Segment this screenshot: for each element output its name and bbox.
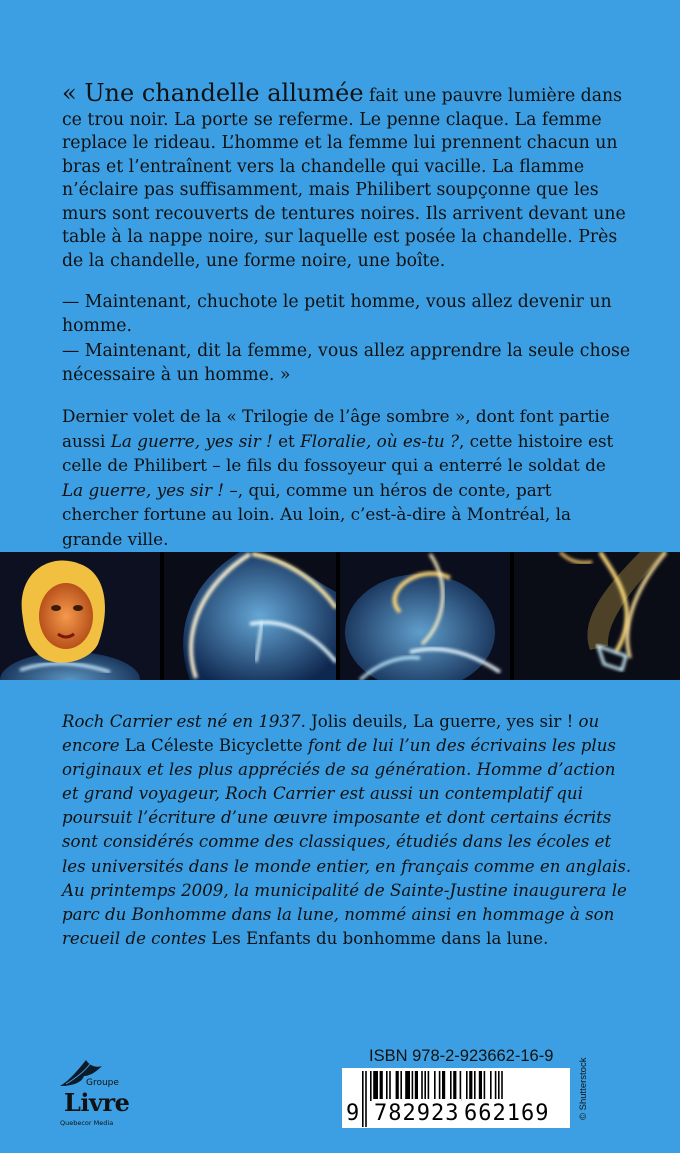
barcode-bar [490,1071,492,1101]
excerpt-dialogue-2: — Maintenant, dit la femme, vous allez apprendre la seule chose nécessaire à un homme. » [62,341,631,385]
neon-photo-band [0,552,680,680]
barcode-bar [474,1071,476,1101]
excerpt-lead: « Une chandelle allumée [62,79,364,107]
bio-text: . [543,928,549,948]
summary-text: –, qui, comme un héros de conte, part chercher fortune au loin. Au loin, c’est-à-dire à Montréal, la grande ville. [62,479,571,549]
bio-text: Roch Carrier est né en 1937. [62,712,306,731]
barcode-bar [370,1071,372,1101]
barcode-bar [386,1071,388,1101]
barcode-bar [495,1071,497,1101]
bio-text: ou encore [62,712,600,756]
excerpt-text: fait une pauvre lumière dans ce trou noir. La porte se referme. Le penne claque. La femme replace le rideau. L’homme et la femme lui prennent chacun un bras et l’entraînent vers la chandelle qui vacille. La flamme n’éclaire pas suffisamment, mais Philibert soupçonne que les murs sont recouverts de tentures noires. Ils arrivent devant une table à la nappe noire, sur laquelle est posée la chandelle. Près de la chandelle, une forme noire, une boîte. [62,86,626,271]
summary-text: , cette histoire est celle de Philibert – le fils du fossoyeur qui a enterré le soldat de [62,430,614,476]
summary-text: Dernier volet de la « Trilogie de l’âge sombre », dont font partie aussi [62,406,610,451]
barcode-digits-right: 662169 [464,1101,550,1126]
barcode-bar [460,1071,462,1101]
bio-text: font de lui l’un des écrivains les plus originaux et les plus appréciés de sa génération. Homme d’action et grand voyageur, Roch Carrier est aussi un contemplatif qui poursuit l’écriture d’une œuvre imposante et dont certains écrits sont considérés comme des classiques, étudiés dans les écoles et les universités dans le monde entier, en français comme en anglais. Au printemps 2009, la municipalité de Sainte-Justine inaugurera le parc du Bonhomme dans la lune, nommé ainsi en hommage à son recueil de contes [62,736,632,948]
neon-illustration [0,552,680,680]
barcode-bar [415,1071,418,1101]
author-bio [62,710,634,951]
barcode-bar [466,1071,468,1101]
barcode-bar [442,1071,445,1101]
excerpt-paragraph-1 [62,79,632,273]
book-summary [62,404,632,552]
barcode-bar [479,1071,482,1101]
publisher-group: Groupe [86,1078,119,1088]
barcode-bar [469,1071,472,1101]
publisher-logo [56,1052,128,1132]
barcode-bar [439,1071,441,1101]
isbn-barcode [342,1068,570,1128]
barcode-bar [405,1071,410,1101]
summary-title: La guerre, yes sir ! [62,479,225,500]
publisher-parent: Quebecor Media [60,1119,114,1127]
barcode-bar [373,1071,378,1101]
barcode-digit-first: 9 [346,1101,360,1126]
bio-title: Les Enfants du bonhomme dans la lune [206,928,544,948]
bio-title: La Céleste Bicyclette [119,736,303,756]
barcode-bar [450,1071,452,1101]
summary-text: et [272,430,301,451]
barcode-bar [396,1071,399,1101]
publisher-name: Livre [64,1088,130,1117]
barcode-digits-left: 782923 [374,1101,460,1126]
excerpt-dialogue-1: — Maintenant, chuchote le petit homme, vous allez devenir un homme. [62,292,612,336]
bio-title: Jolis deuils, La guerre, yes sir ! [305,712,574,731]
summary-title: Floralie, où es-tu ? [300,430,459,451]
isbn-label: ISBN 978-2-923662-16-9 [369,1047,554,1065]
photo-credit: © Shutterstock [578,1057,589,1120]
barcode-bar [400,1071,402,1101]
barcode-bar [380,1071,383,1101]
barcode-bar [484,1071,486,1101]
barcode-bar [421,1071,423,1101]
barcode-bar [389,1071,391,1101]
barcode-bar [428,1071,430,1101]
barcode-bar [424,1071,426,1101]
barcode-digits [342,1099,570,1128]
barcode-bar [434,1071,436,1101]
barcode-bar [453,1071,456,1101]
barcode-bar [412,1071,414,1101]
summary-title: La guerre, yes sir ! [110,430,273,451]
